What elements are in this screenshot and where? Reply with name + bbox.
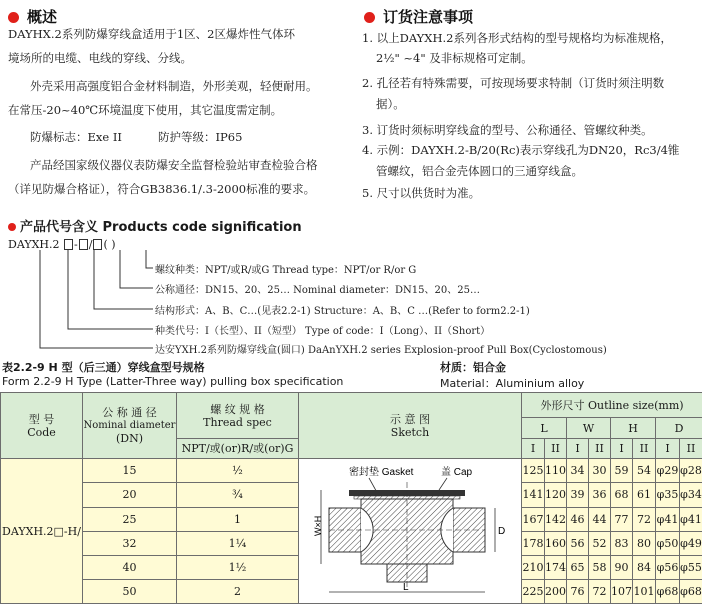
dn-cell: 40 <box>83 555 177 579</box>
D2-cell: φ55 <box>680 555 702 579</box>
overview-line-8: （详见防爆合格证），符合GB3836.1/.3-2000标准的要求。 <box>8 182 316 196</box>
order-note-1: 1. 以上DAYXH.2系列各形式结构的型号规格均为标准规格， <box>362 31 672 45</box>
L2-cell: 200 <box>545 579 567 603</box>
model-cell: DAYXH.2□-H/ <box>1 459 83 604</box>
header-W: W <box>567 418 611 439</box>
header-I: I <box>611 439 633 459</box>
L1-cell: 141 <box>522 483 545 507</box>
H2-cell: 84 <box>633 555 656 579</box>
D2-cell: φ28 <box>680 459 702 483</box>
gasket-label: 密封垫 Gasket <box>349 467 414 479</box>
L1-cell: 125 <box>522 459 545 483</box>
header-model: 型 号 Code <box>1 393 83 459</box>
header-H: H <box>611 418 656 439</box>
header-I: I <box>522 439 545 459</box>
L1-cell: 225 <box>522 579 545 603</box>
sketch-cell <box>299 459 522 604</box>
dn-cell: 20 <box>83 483 177 507</box>
order-note-2: 2. 孔径若有特殊需要，可按现场要求特制（订货时须注明数 <box>362 76 665 90</box>
dim-d: D <box>498 526 506 538</box>
D1-cell: φ68 <box>656 579 680 603</box>
header-D: D <box>656 418 702 439</box>
W2-cell: 72 <box>589 579 611 603</box>
dn-cell: 32 <box>83 531 177 555</box>
header-thread-sub: NPT/或(or)R/或(or)G <box>177 439 299 459</box>
W1-cell: 56 <box>567 531 589 555</box>
header-II: II <box>545 439 567 459</box>
L1-cell: 210 <box>522 555 545 579</box>
code-paren: ( ) <box>103 238 116 251</box>
W2-cell: 52 <box>589 531 611 555</box>
H2-cell: 80 <box>633 531 656 555</box>
header-I: I <box>656 439 680 459</box>
thread-cell: ½ <box>177 459 299 483</box>
H1-cell: 107 <box>611 579 633 603</box>
spec-table <box>0 392 702 604</box>
header-II: II <box>680 439 702 459</box>
L2-cell: 160 <box>545 531 567 555</box>
H2-cell: 101 <box>633 579 656 603</box>
W1-cell: 65 <box>567 555 589 579</box>
bullet-icon <box>364 12 375 23</box>
header-nominal-diameter: 公 称 通 径 Nominal diameter (DN) <box>83 393 177 459</box>
D2-cell: φ49 <box>680 531 702 555</box>
code-prefix: DAYXH.2 <box>8 238 60 251</box>
order-note-1-cont: 2½" ~4" 及非标规格可定制。 <box>376 51 533 65</box>
header-outline-size: 外形尺寸 Outline size(mm) <box>522 393 702 418</box>
dn-cell: 50 <box>83 579 177 603</box>
L2-cell: 120 <box>545 483 567 507</box>
L2-cell: 142 <box>545 507 567 531</box>
D1-cell: φ29 <box>656 459 680 483</box>
thread-cell: 2 <box>177 579 299 603</box>
overview-line-4: 在常压-20~40℃环境温度下使用，其它温度需定制。 <box>8 103 283 117</box>
D2-cell: φ68 <box>680 579 702 603</box>
W2-cell: 36 <box>589 483 611 507</box>
L1-cell: 178 <box>522 531 545 555</box>
protection-grade: 防护等级：IP65 <box>158 130 243 144</box>
D1-cell: φ41 <box>656 507 680 531</box>
W2-cell: 58 <box>589 555 611 579</box>
W1-cell: 34 <box>567 459 589 483</box>
thread-cell: 1 <box>177 507 299 531</box>
legend-structure: 结构形式：A、B、C…(见表2.2-1) Structure：A、B、C …(Refer to form2.2-1) <box>155 306 530 317</box>
order-note-2-cont: 据）。 <box>376 97 405 111</box>
header-thread-spec: 螺 纹 规 格 Thread spec <box>177 393 299 439</box>
dim-wxh: W×H <box>313 515 323 537</box>
dim-l: L <box>403 582 409 594</box>
code-sep: / <box>88 238 93 251</box>
header-L: L <box>522 418 567 439</box>
explosion-mark: 防爆标志：Exe II <box>30 130 122 144</box>
D1-cell: φ56 <box>656 555 680 579</box>
order-note-3: 3. 订货时须标明穿线盒的型号、公称通径、管螺纹种类。 <box>362 123 653 137</box>
order-notes-title: 订货注意事项 <box>364 6 473 27</box>
product-code-title: 产品代号含义 Products code signification <box>8 216 302 235</box>
H1-cell: 83 <box>611 531 633 555</box>
W2-cell: 44 <box>589 507 611 531</box>
bullet-icon <box>8 12 19 23</box>
header-II: II <box>589 439 611 459</box>
thread-cell: ¾ <box>177 483 299 507</box>
D1-cell: φ35 <box>656 483 680 507</box>
overview-line-3: 外壳采用高强度铝合金材料制造，外形美观，轻便耐用。 <box>30 79 318 93</box>
H1-cell: 68 <box>611 483 633 507</box>
L1-cell: 167 <box>522 507 545 531</box>
D1-cell: φ50 <box>656 531 680 555</box>
H1-cell: 59 <box>611 459 633 483</box>
dn-cell: 15 <box>83 459 177 483</box>
order-note-4: 4. 示例：DAYXH.2-B/20(Rc)表示穿线孔为DN20，Rc3/4锥 <box>362 143 680 157</box>
legend-series: 达安YXH.2系列防爆穿线盒(圆口) DaAnYXH.2 series Explosion-proof Pull Box(Cyclostomous) <box>155 345 607 356</box>
thread-cell: 1½ <box>177 555 299 579</box>
L2-cell: 174 <box>545 555 567 579</box>
header-sketch: 示 意 图 Sketch <box>299 393 522 459</box>
H2-cell: 61 <box>633 483 656 507</box>
W1-cell: 76 <box>567 579 589 603</box>
material-cn: 材质：铝合金 <box>440 361 506 374</box>
overview-line-2: 境场所的电缆、电线的穿线、分线。 <box>8 51 192 65</box>
order-note-5: 5. 尺寸以供货时为准。 <box>362 186 481 200</box>
pull-box-sketch <box>299 460 520 602</box>
overview-line-1: DAYHX.2系列防爆穿线盒适用于1区、2区爆炸性气体环 <box>8 27 295 41</box>
overview-title: 概述 <box>8 6 57 27</box>
W1-cell: 39 <box>567 483 589 507</box>
H1-cell: 90 <box>611 555 633 579</box>
W1-cell: 46 <box>567 507 589 531</box>
bullet-icon <box>8 223 16 231</box>
W2-cell: 30 <box>589 459 611 483</box>
header-II: II <box>633 439 656 459</box>
H2-cell: 54 <box>633 459 656 483</box>
H1-cell: 77 <box>611 507 633 531</box>
legend-type-code: 种类代号：I（长型）、II（短型） Type of code：I（Long）、II（Short） <box>155 326 491 337</box>
table-caption-cn: 表2.2-9 H 型（后三通）穿线盒型号规格 <box>2 361 205 374</box>
table-caption-en: Form 2.2-9 H Type (Latter-Three way) pulling box specification <box>2 375 344 388</box>
H2-cell: 72 <box>633 507 656 531</box>
legend-thread-type: 螺纹种类：NPT/或R/或G Thread type：NPT/or R/or G <box>155 265 417 276</box>
material-en: Material：Aluminium alloy <box>440 377 585 390</box>
thread-cell: 1¼ <box>177 531 299 555</box>
L2-cell: 110 <box>545 459 567 483</box>
D2-cell: φ41 <box>680 507 702 531</box>
D2-cell: φ34 <box>680 483 702 507</box>
header-I: I <box>567 439 589 459</box>
overview-line-7: 产品经国家级仪器仪表防爆安全监督检验站审查检验合格 <box>30 158 318 172</box>
legend-nominal-diameter: 公称通径：DN15、20、25… Nominal diameter：DN15、20、25… <box>155 285 480 296</box>
code-sep: - <box>74 238 78 251</box>
dn-cell: 25 <box>83 507 177 531</box>
cap-label: 盖 Cap <box>441 467 473 479</box>
order-note-4-cont: 管螺纹，铝合金壳体圆口的三通穿线盒。 <box>376 164 583 178</box>
table-row <box>1 459 702 483</box>
